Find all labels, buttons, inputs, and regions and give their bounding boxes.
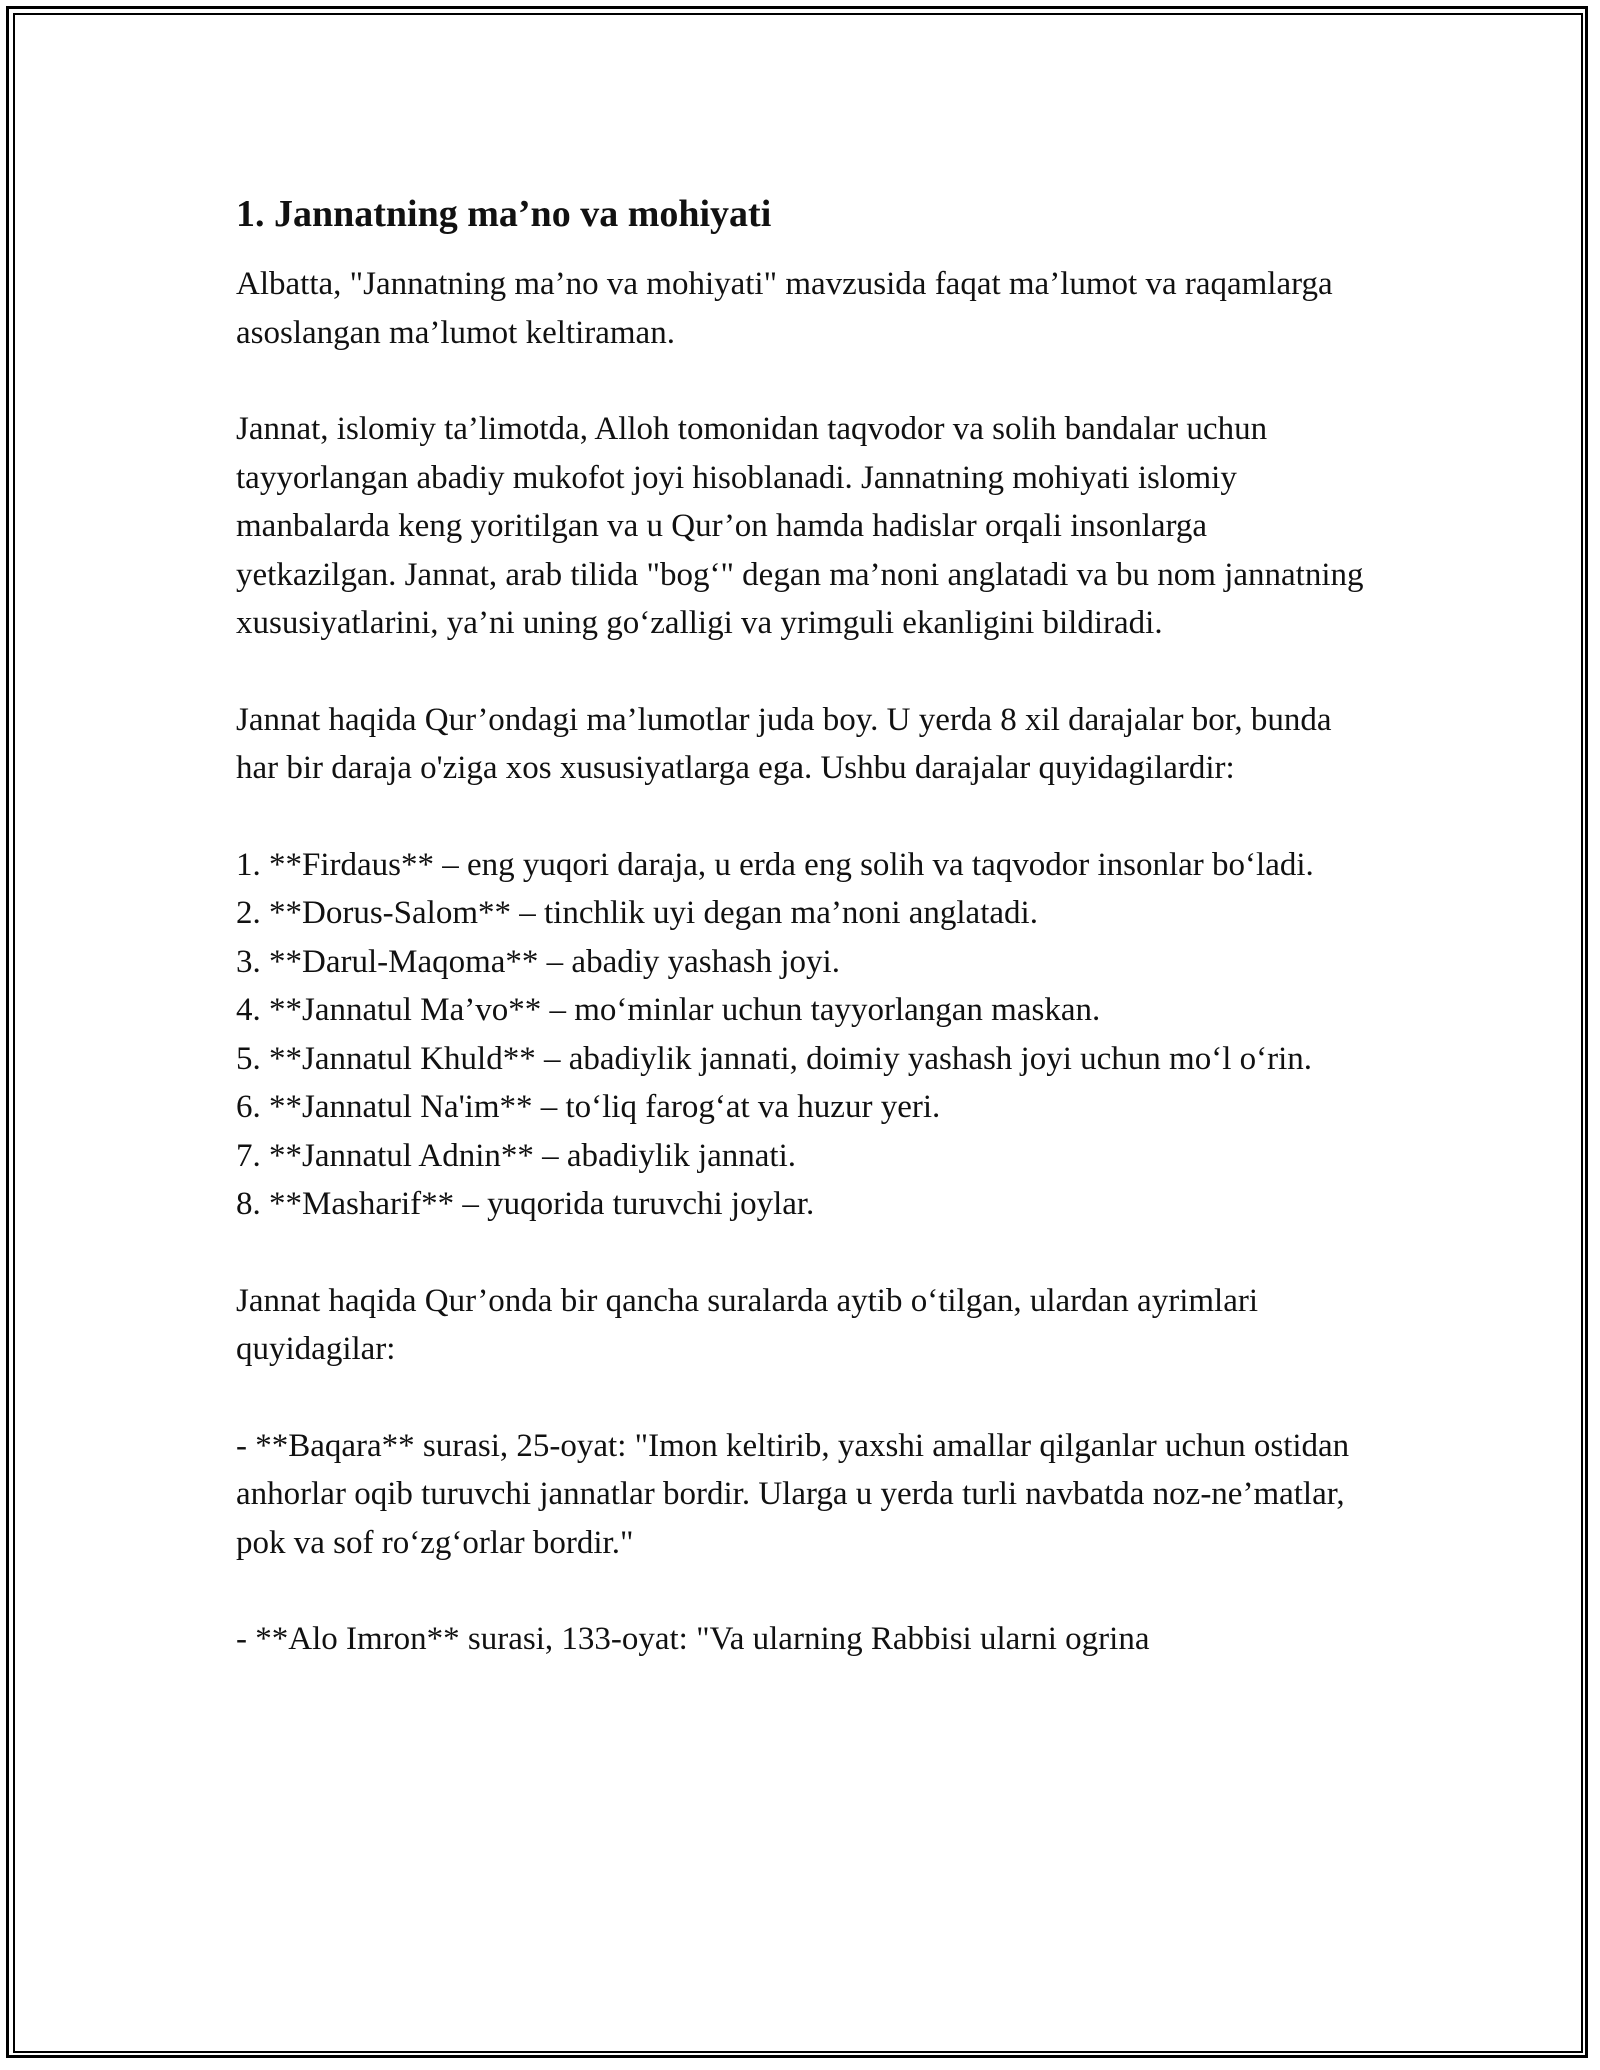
list-item: 7. **Jannatul Adnin** – abadiylik jannati. bbox=[236, 1137, 797, 1174]
list-item: 6. **Jannatul Na'im** – to‘liq farog‘at va huzur yeri. bbox=[236, 1089, 941, 1125]
paragraph-intro: Albatta, "Jannatning ma’no va mohiyati" mavzusida faqat ma’lumot va raqamlarga asoslangan ma’lumot keltiraman. bbox=[236, 266, 1333, 351]
section-heading: 1. Jannatning ma’no va mohiyati bbox=[236, 193, 772, 235]
paragraph-levels-intro: Jannat haqida Qur’ondagi ma’lumotlar juda boy. U yerda 8 xil darajalar bor, bunda har bir daraja o'ziga xos xususiyatlarga ega. Ushbu darajalar quyidagilardir: bbox=[236, 701, 1332, 786]
quote-alo-imron: - **Alo Imron** surasi, 133-oyat: "Va ularning Rabbisi ularni ogrina bbox=[236, 1621, 1150, 1657]
list-item: 5. **Jannatul Khuld** – abadiylik jannati, doimiy yashash joyi uchun mo‘l o‘rin. bbox=[236, 1040, 1313, 1077]
document-body bbox=[236, 188, 1371, 1712]
paragraph-quotes-intro: Jannat haqida Qur’onda bir qancha suralarda aytib o‘tilgan, ulardan ayrimlari quyidagilar: bbox=[236, 1282, 1259, 1367]
list-item: 8. **Masharif** – yuqorida turuvchi joylar. bbox=[236, 1186, 815, 1222]
levels-list bbox=[236, 841, 1371, 1229]
list-item: 4. **Jannatul Ma’vo** – mo‘minlar uchun tayyorlangan maskan. bbox=[236, 992, 1101, 1028]
list-item: 3. **Darul-Maqoma** – abadiy yashash joyi. bbox=[236, 943, 840, 980]
list-item: 1. **Firdaus** – eng yuqori daraja, u erda eng solih va taqvodor insonlar bo‘ladi. bbox=[236, 846, 1314, 883]
quote-baqara: - **Baqara** surasi, 25-oyat: "Imon keltirib, yaxshi amallar qilganlar uchun ostidan anhorlar oqib turuvchi jannatlar bordir. Ularga u yerda turli navbatda noz-ne’matlar, pok va sof ro‘zg‘orlar bordir." bbox=[236, 1427, 1350, 1561]
paragraph-definition: Jannat, islomiy ta’limotda, Alloh tomonidan taqvodor va solih bandalar uchun tayyorlangan abadiy mukofot joyi hisoblanadi. Jannatning mohiyati islomiy manbalarda keng yoritilgan va u Qur’on hamda hadislar orqali insonlarga yetkazilgan. Jannat, arab tilida "bog‘" degan ma’noni anglatadi va bu nom jannatning xususiyatlarini, ya’ni uning go‘zalligi va yrimguli ekanligini bildiradi. bbox=[236, 411, 1364, 641]
list-item: 2. **Dorus-Salom** – tinchlik uyi degan ma’noni anglatadi. bbox=[236, 895, 1038, 931]
